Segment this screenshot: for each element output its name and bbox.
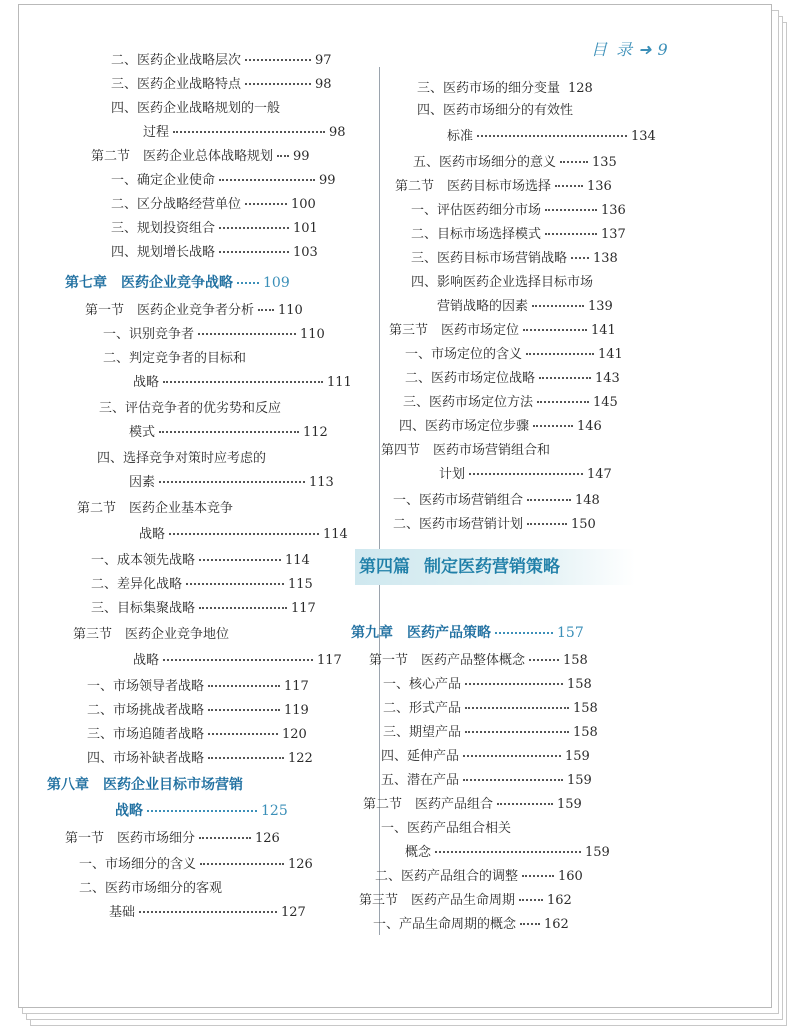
- page-number: 114: [323, 527, 348, 542]
- page-number: 135: [592, 155, 617, 170]
- page-number: 99: [293, 149, 310, 164]
- toc-entry: [369, 653, 588, 669]
- toc-entry: [411, 203, 626, 219]
- entry-title: 四、医药市场细分的有效性: [417, 103, 574, 118]
- dot-leader: [200, 863, 284, 865]
- page-number: 117: [284, 679, 309, 694]
- dot-leader: [519, 899, 543, 901]
- toc-entry: [111, 173, 336, 189]
- entry-title: 第三节 医药产品生命周期: [359, 893, 516, 908]
- dot-leader: [219, 179, 315, 181]
- page-number: 158: [563, 653, 588, 668]
- page-number: 98: [329, 125, 346, 140]
- dot-leader: [245, 59, 311, 61]
- toc-entry: [99, 401, 281, 417]
- page-number: 159: [567, 773, 592, 788]
- page-number: 160: [558, 869, 583, 884]
- toc-entry: [91, 601, 316, 617]
- entry-title: 战略: [115, 803, 143, 819]
- entry-title: 三、期望产品: [383, 725, 462, 740]
- entry-title: 一、核心产品: [383, 677, 462, 692]
- toc-entry: [393, 493, 600, 509]
- page-number: 134: [631, 129, 656, 144]
- dot-leader: [163, 659, 313, 661]
- page-number: 138: [593, 251, 618, 266]
- entry-title: 营销战略的因素: [437, 299, 529, 314]
- entry-title: 第四节 医药市场营销组合和: [381, 443, 551, 458]
- dot-leader: [169, 533, 319, 535]
- page-number: 111: [327, 375, 352, 390]
- page-number: 98: [315, 77, 332, 92]
- toc-entry: [111, 53, 332, 69]
- page-number: 146: [577, 419, 602, 434]
- dot-leader: [199, 837, 251, 839]
- toc-entry: [111, 221, 318, 237]
- dot-leader: [571, 257, 589, 259]
- toc-entry: [133, 653, 342, 669]
- entry-title: 二、医药产品组合的调整: [375, 869, 519, 884]
- toc-entry: [383, 677, 592, 693]
- toc-entry: [91, 553, 310, 569]
- dot-leader: [555, 185, 583, 187]
- toc-entry: [363, 797, 582, 813]
- toc-entry: [373, 917, 569, 933]
- page-number: 114: [285, 553, 310, 568]
- dot-leader: [435, 851, 581, 853]
- dot-leader: [139, 911, 277, 913]
- toc-entry: [375, 869, 583, 885]
- dot-leader: [198, 333, 296, 335]
- chapter-entry: [47, 777, 243, 793]
- toc-entry: [439, 467, 612, 483]
- toc-entry: [133, 375, 352, 391]
- toc-entry: [417, 81, 593, 97]
- dot-leader: [163, 381, 323, 383]
- entry-title: 第三节 医药企业竞争地位: [73, 627, 230, 642]
- page-number: 128: [568, 81, 593, 96]
- dot-leader: [208, 685, 280, 687]
- dot-leader: [495, 632, 553, 634]
- entry-title: 三、医药市场的细分变量: [417, 81, 561, 96]
- page-number: 137: [601, 227, 626, 242]
- entry-title: 第二节 医药目标市场选择: [395, 179, 552, 194]
- entry-title: 三、市场追随者战略: [87, 727, 205, 742]
- dot-leader: [497, 803, 553, 805]
- page-number: 126: [255, 831, 280, 846]
- dot-leader: [529, 659, 559, 661]
- toc-entry: [395, 179, 612, 195]
- entry-title: 二、形式产品: [383, 701, 462, 716]
- dot-leader: [463, 779, 563, 781]
- entry-title: 二、医药市场营销计划: [393, 517, 524, 532]
- entry-title: 二、差异化战略: [91, 577, 183, 592]
- page-number: 117: [317, 653, 342, 668]
- dot-leader: [208, 757, 284, 759]
- page-number: 109: [263, 275, 290, 291]
- entry-title: 战略: [133, 653, 160, 668]
- toc-entry: [381, 443, 550, 459]
- toc-entry: [393, 517, 596, 533]
- page-number: 100: [291, 197, 316, 212]
- toc-entry: [91, 149, 310, 165]
- dot-leader: [258, 309, 274, 311]
- page-number: 147: [587, 467, 612, 482]
- toc-entry: [143, 125, 346, 141]
- page-number: 113: [309, 475, 334, 490]
- page-number: 145: [593, 395, 618, 410]
- toc-entry: [85, 303, 303, 319]
- dot-leader: [245, 83, 311, 85]
- toc-entry: [447, 129, 656, 145]
- page-number: 143: [595, 371, 620, 386]
- dot-leader: [219, 251, 289, 253]
- entry-title: 概念: [405, 845, 432, 860]
- dot-leader: [159, 431, 299, 433]
- page-number: 158: [567, 677, 592, 692]
- entry-title: 二、判定竞争者的目标和: [103, 351, 247, 366]
- page-number: 159: [557, 797, 582, 812]
- dot-leader: [186, 583, 284, 585]
- entry-title: 四、医药企业战略规划的一般: [111, 101, 281, 116]
- page-number: 148: [575, 493, 600, 508]
- toc-entry: [399, 419, 602, 435]
- entry-title: 四、选择竞争对策时应考虑的: [97, 451, 267, 466]
- page-number: 139: [588, 299, 613, 314]
- toc-entry: [111, 245, 318, 261]
- toc-entry: [79, 857, 313, 873]
- toc-entry: [405, 347, 623, 363]
- dot-leader: [159, 481, 305, 483]
- toc-entry: [79, 881, 222, 897]
- entry-title: 二、目标市场选择模式: [411, 227, 542, 242]
- arrow-icon: ➜: [638, 40, 654, 59]
- toc-entry: [413, 155, 617, 171]
- toc-entry: [97, 451, 266, 467]
- entry-title: 一、医药市场营销组合: [393, 493, 524, 508]
- page-number: 136: [587, 179, 612, 194]
- page-number: 158: [573, 725, 598, 740]
- entry-title: 一、市场定位的含义: [405, 347, 523, 362]
- page-number: 97: [315, 53, 332, 68]
- page-number: 101: [293, 221, 318, 236]
- page-number: 162: [547, 893, 572, 908]
- entry-title: 第二节 医药企业基本竞争: [77, 501, 234, 516]
- entry-title: 第三节 医药市场定位: [389, 323, 520, 338]
- toc-entry: [109, 905, 306, 921]
- dot-leader: [532, 305, 584, 307]
- entry-title: 四、延伸产品: [381, 749, 460, 764]
- dot-leader: [199, 607, 287, 609]
- entry-title: 四、医药市场定位步骤: [399, 419, 530, 434]
- entry-title: 四、市场补缺者战略: [87, 751, 205, 766]
- page-number: 158: [573, 701, 598, 716]
- entry-title: 三、目标集聚战略: [91, 601, 196, 616]
- toc-entry: [389, 323, 616, 339]
- toc-entry: [87, 679, 309, 695]
- page-number: 110: [300, 327, 325, 342]
- binding-strip: [771, 385, 772, 945]
- page-number: 159: [585, 845, 610, 860]
- entry-title: 基础: [109, 905, 136, 920]
- page-number: 103: [293, 245, 318, 260]
- entry-title: 三、规划投资组合: [111, 221, 216, 236]
- entry-title: 第一节 医药产品整体概念: [369, 653, 526, 668]
- part-title: 制定医药营销策略: [424, 557, 560, 577]
- entry-title: 二、医药企业战略层次: [111, 53, 242, 68]
- toc-entry: [381, 821, 511, 837]
- dot-leader: [465, 683, 563, 685]
- toc-entry: [91, 577, 313, 593]
- toc-entry: [437, 299, 613, 315]
- toc-entry: [383, 701, 598, 717]
- header-title: 目 录: [591, 40, 635, 59]
- toc-entry: [411, 227, 626, 243]
- dot-leader: [199, 559, 281, 561]
- page-number: 119: [284, 703, 309, 718]
- dot-leader: [277, 155, 289, 157]
- entry-title: 一、成本领先战略: [91, 553, 196, 568]
- toc-entry: [403, 395, 618, 411]
- entry-title: 第二节 医药企业总体战略规划: [91, 149, 274, 164]
- toc-entry: [381, 773, 592, 789]
- dot-leader: [465, 707, 569, 709]
- page-number: 122: [288, 751, 313, 766]
- toc-entry: [405, 845, 610, 861]
- entry-title: 二、市场挑战者战略: [87, 703, 205, 718]
- entry-title: 一、市场细分的含义: [79, 857, 197, 872]
- entry-title: 一、确定企业使命: [111, 173, 216, 188]
- toc-entry: [417, 103, 573, 119]
- page-number: 136: [601, 203, 626, 218]
- entry-title: 过程: [143, 125, 170, 140]
- page-number: 127: [281, 905, 306, 920]
- dot-leader: [237, 282, 259, 284]
- dot-leader: [469, 473, 583, 475]
- entry-title: 三、评估竞争者的优劣势和反应: [99, 401, 282, 416]
- page-number: 120: [282, 727, 307, 742]
- page-number: 115: [288, 577, 313, 592]
- page-number: 125: [261, 803, 288, 819]
- entry-title: 标准: [447, 129, 474, 144]
- toc-entry: [411, 275, 593, 291]
- entry-title: 战略: [139, 527, 166, 542]
- dot-leader: [545, 233, 597, 235]
- toc-entry: [65, 831, 280, 847]
- page-number: 141: [591, 323, 616, 338]
- entry-title: 第七章 医药企业竞争战略: [65, 275, 233, 291]
- page-number: 157: [557, 625, 584, 641]
- entry-title: 计划: [439, 467, 466, 482]
- dot-leader: [527, 499, 571, 501]
- toc-entry: [73, 627, 229, 643]
- dot-leader: [208, 733, 278, 735]
- entry-title: 三、医药目标市场营销战略: [411, 251, 568, 266]
- entry-title: 四、规划增长战略: [111, 245, 216, 260]
- page-number: 110: [278, 303, 303, 318]
- entry-title: 第八章 医药企业目标市场营销: [47, 777, 243, 793]
- chapter-entry: [351, 625, 584, 641]
- dot-leader: [522, 875, 554, 877]
- toc-entry: [405, 371, 620, 387]
- entry-title: 一、产品生命周期的概念: [373, 917, 517, 932]
- entry-title: 战略: [133, 375, 160, 390]
- toc-entry: [139, 527, 348, 543]
- toc-entry: [383, 725, 598, 741]
- toc-entry: [111, 101, 280, 117]
- entry-title: 第一节 医药企业竞争者分析: [85, 303, 255, 318]
- entry-title: 二、区分战略经营单位: [111, 197, 242, 212]
- toc-page: [18, 4, 772, 1008]
- entry-title: 三、医药市场定位方法: [403, 395, 534, 410]
- page-number: 159: [565, 749, 590, 764]
- toc-entry: [87, 727, 307, 743]
- entry-title: 一、医药产品组合相关: [381, 821, 512, 836]
- dot-leader: [245, 203, 287, 205]
- entry-title: 模式: [129, 425, 156, 440]
- running-header: [591, 37, 670, 60]
- dot-leader: [560, 161, 588, 163]
- dot-leader: [463, 755, 561, 757]
- dot-leader: [520, 923, 540, 925]
- dot-leader: [537, 401, 589, 403]
- entry-title: 五、医药市场细分的意义: [413, 155, 557, 170]
- page-number: 126: [288, 857, 313, 872]
- dot-leader: [523, 329, 587, 331]
- entry-title: 第一节 医药市场细分: [65, 831, 196, 846]
- page-number: 99: [319, 173, 336, 188]
- toc-entry: [129, 475, 334, 491]
- entry-title: 因素: [129, 475, 156, 490]
- dot-leader: [147, 810, 257, 812]
- dot-leader: [465, 731, 569, 733]
- toc-entry: [111, 77, 332, 93]
- page-number: 150: [571, 517, 596, 532]
- chapter-entry: [115, 803, 288, 819]
- dot-leader: [219, 227, 289, 229]
- part-heading: [355, 549, 635, 585]
- dot-leader: [526, 353, 594, 355]
- dot-leader: [477, 135, 627, 137]
- entry-title: 四、影响医药企业选择目标市场: [411, 275, 594, 290]
- toc-entry: [359, 893, 572, 909]
- toc-entry: [103, 327, 325, 343]
- header-page-number: 9: [657, 40, 670, 59]
- toc-entry: [77, 501, 233, 517]
- entry-title: 第九章 医药产品策略: [351, 625, 491, 641]
- entry-title: 一、市场领导者战略: [87, 679, 205, 694]
- toc-entry: [111, 197, 316, 213]
- toc-entry: [411, 251, 618, 267]
- entry-title: 一、评估医药细分市场: [411, 203, 542, 218]
- entry-title: 二、医药市场细分的客观: [79, 881, 223, 896]
- entry-title: 一、识别竞争者: [103, 327, 195, 342]
- page-number: 112: [303, 425, 328, 440]
- entry-title: 五、潜在产品: [381, 773, 460, 788]
- toc-entry: [87, 703, 309, 719]
- page-number: 117: [291, 601, 316, 616]
- part-label: 第四篇: [359, 557, 410, 577]
- dot-leader: [208, 709, 280, 711]
- dot-leader: [533, 425, 573, 427]
- page-number: 141: [598, 347, 623, 362]
- entry-title: 第二节 医药产品组合: [363, 797, 494, 812]
- page-number: 162: [544, 917, 569, 932]
- dot-leader: [173, 131, 325, 133]
- dot-leader: [527, 523, 567, 525]
- chapter-entry: [65, 275, 290, 291]
- toc-entry: [381, 749, 590, 765]
- toc-entry: [103, 351, 246, 367]
- entry-title: 三、医药企业战略特点: [111, 77, 242, 92]
- toc-entry: [87, 751, 313, 767]
- dot-leader: [539, 377, 591, 379]
- entry-title: 二、医药市场定位战略: [405, 371, 536, 386]
- toc-entry: [129, 425, 328, 441]
- dot-leader: [545, 209, 597, 211]
